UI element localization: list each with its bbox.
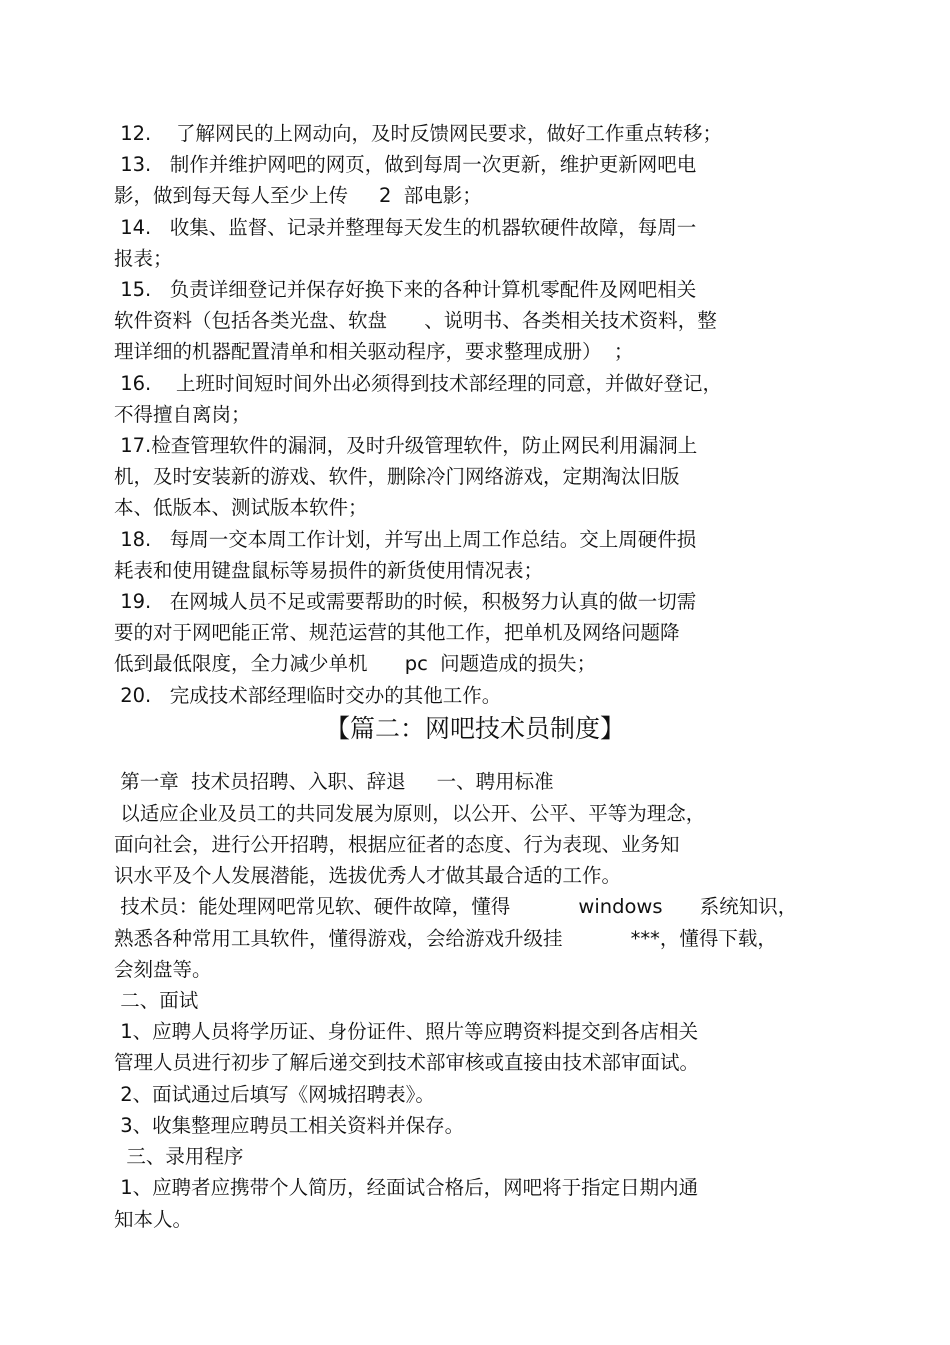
text-line: 低到最低限度，全力减少单机 pc 问题造成的损失； xyxy=(114,652,597,675)
text-line: 1、应聘者应携带个人简历，经面试合格后，网吧将于指定日期内通 xyxy=(114,1176,699,1199)
text-line: 知本人。 xyxy=(114,1208,193,1231)
text-line: 16. 上班时间短时间外出必须得到技术部经理的同意，并做好登记， xyxy=(114,372,723,395)
text-line: 熟悉各种常用工具软件，懂得游戏，会给游戏升级挂 ***，懂得下载， xyxy=(114,927,777,950)
text-line: 机，及时安装新的游戏、软件，删除冷门网络游戏，定期淘汰旧版 xyxy=(114,465,680,488)
text-line: 影，做到每天每人至少上传 2 部电影； xyxy=(114,184,482,207)
text-line: 本、低版本、测试版本软件； xyxy=(114,496,368,519)
text-line: 20. 完成技术部经理临时交办的其他工作。 xyxy=(114,684,502,707)
text-line: 耗表和使用键盘鼠标等易损件的新货使用情况表； xyxy=(114,559,544,582)
text-line: 三、录用程序 xyxy=(114,1145,244,1168)
text-line: 要的对于网吧能正常、规范运营的其他工作，把单机及网络问题降 xyxy=(114,621,680,644)
text-line: 识水平及个人发展潜能，选拔优秀人才做其最合适的工作。 xyxy=(114,864,622,887)
text-line: 以适应企业及员工的共同发展为原则，以公开、公平、平等为理念， xyxy=(114,802,706,825)
text-line: 理详细的机器配置清单和相关驱动程序，要求整理成册） ； xyxy=(114,340,634,363)
text-line: 1、应聘人员将学历证、身份证件、照片等应聘资料提交到各店相关 xyxy=(114,1020,699,1043)
text-line: 不得擅自离岗； xyxy=(114,403,251,426)
text-line: 3、收集整理应聘员工相关资料并保存。 xyxy=(114,1114,465,1137)
text-line: 软件资料（包括各类光盘、软盘 、说明书、各类相关技术资料，整 xyxy=(114,309,717,332)
text-line: 会刻盘等。 xyxy=(114,958,212,981)
text-line: 面向社会，进行公开招聘，根据应征者的态度、行为表现、业务知 xyxy=(114,833,680,856)
text-line: 14. 收集、监督、记录并整理每天发生的机器软硬件故障，每周一 xyxy=(114,216,697,239)
text-line: 17.检查管理软件的漏洞，及时升级管理软件，防止网民利用漏洞上 xyxy=(114,434,698,457)
text-line: 12. 了解网民的上网动向，及时反馈网民要求，做好工作重点转移； xyxy=(114,122,723,145)
section-heading: 【篇二：网吧技术员制度】 xyxy=(324,714,625,743)
text-line: 2、面试通过后填写《网城招聘表》。 xyxy=(114,1083,435,1106)
text-line: 报表； xyxy=(114,247,173,270)
text-line: 二、面试 xyxy=(114,989,199,1012)
text-line: 19. 在网城人员不足或需要帮助的时候，积极努力认真的做一切需 xyxy=(114,590,697,613)
text-line: 15. 负责详细登记并保存好换下来的各种计算机零配件及网吧相关 xyxy=(114,278,697,301)
text-line: 13. 制作并维护网吧的网页，做到每周一次更新，维护更新网吧电 xyxy=(114,153,697,176)
text-line: 18. 每周一交本周工作计划，并写出上周工作总结。交上周硬件损 xyxy=(114,528,697,551)
text-line: 第一章 技术员招聘、入职、辞退 一、聘用标准 xyxy=(114,770,554,793)
text-line: 技术员：能处理网吧常见软、硬件故障，懂得 windows 系统知识， xyxy=(114,895,798,918)
text-line: 管理人员进行初步了解后递交到技术部审核或直接由技术部审面试。 xyxy=(114,1051,700,1074)
